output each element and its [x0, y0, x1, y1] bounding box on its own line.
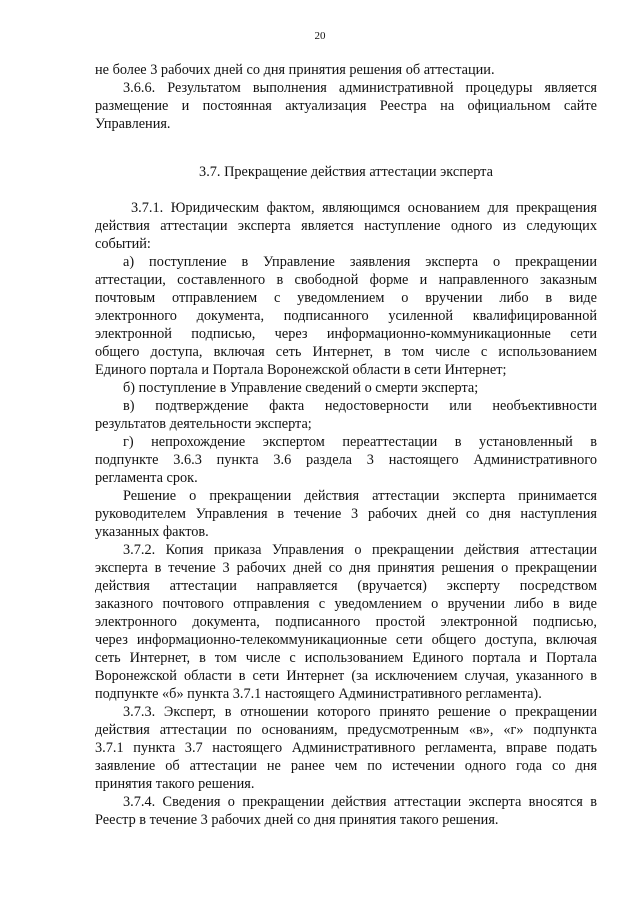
text-line: 3.7.3. Эксперт, в отношении которого принято решение о прекращении: [123, 704, 597, 720]
text-line: 3.6.6. Результатом выполнения административной процедуры является: [123, 80, 597, 96]
text-line: результатов деятельности эксперта;: [95, 416, 312, 432]
text-line: размещение и постоянная актуализация Реестра на официальном сайте: [95, 98, 597, 114]
text-line: Управления.: [95, 116, 171, 132]
text-line: Воронежской области в сети Интернет (за исключением случая, указанного в: [95, 668, 597, 684]
text-line: подпункте 3.6.3 пункта 3.6 раздела 3 настоящего Административного: [95, 452, 597, 468]
text-line: эксперта в течение 3 рабочих дней со дня принятия решения о прекращении: [95, 560, 597, 576]
text-line: Реестр в течение 3 рабочих дней со дня принятия такого решения.: [95, 812, 499, 828]
text-line: заявление об аттестации не ранее чем по истечении одного года со дня: [95, 758, 597, 774]
text-line: в) подтверждение факта недостоверности или необъективности: [123, 398, 597, 414]
text-line: 3.7.2. Копия приказа Управления о прекращении действия аттестации: [123, 542, 597, 558]
text-line: подпункте «б» пункта 3.7.1 настоящего Административного регламента).: [95, 686, 542, 702]
text-line: действия аттестации направляется (вручается) эксперту посредством: [95, 578, 597, 594]
text-line: заказного почтового отправления с уведомлением о вручении либо в виде: [95, 596, 597, 612]
page-number: 20: [314, 30, 326, 42]
text-line: не более 3 рабочих дней со дня принятия решения об аттестации.: [95, 62, 495, 78]
text-line: руководителем Управления в течение 3 рабочих дней со дня наступления: [95, 506, 597, 522]
text-line: действия аттестации по основаниям, предусмотренным «в», «г» подпункта: [95, 722, 597, 738]
text-line: а) поступление в Управление заявления эксперта о прекращении: [123, 254, 597, 270]
text-line: Единого портала и Портала Воронежской области в сети Интернет;: [95, 362, 507, 378]
text-line: почтовым отправлением с уведомлением о вручении либо в виде: [95, 290, 597, 306]
section-heading: 3.7. Прекращение действия аттестации эксперта: [199, 164, 493, 180]
text-line: 3.7.4. Сведения о прекращении действия аттестации эксперта вносятся в: [123, 794, 597, 810]
text-line: электронного документа, подписанного простой электронной подписью,: [95, 614, 597, 630]
text-line: событий:: [95, 236, 151, 252]
text-line: аттестации, составленного в свободной форме и направленного заказным: [95, 272, 597, 288]
text-line: б) поступление в Управление сведений о смерти эксперта;: [123, 380, 479, 396]
text-line: г) непрохождение экспертом переаттестации в установленный в: [123, 434, 597, 450]
text-line: электронного документа, подписанного усиленной квалифицированной: [95, 308, 597, 324]
text-line: Решение о прекращении действия аттестации эксперта принимается: [123, 488, 597, 504]
text-line: указанных фактов.: [95, 524, 209, 540]
text-line: через информационно-телекоммуникационные сети общего доступа, включая: [95, 632, 597, 648]
text-line: действия аттестации эксперта является наступление одного из следующих: [95, 218, 597, 234]
text-line: регламента срок.: [95, 470, 198, 486]
text-line: 3.7.1. Юридическим фактом, являющимся основанием для прекращения: [131, 200, 597, 216]
text-line: принятия такого решения.: [95, 776, 255, 792]
text-line: электронной подписью, через информационно-коммуникационные сети: [95, 326, 597, 342]
text-line: сеть Интернет, в том числе с использованием Единого портала и Портала: [95, 650, 597, 666]
text-line: 3.7.1 пункта 3.7 настоящего Административного регламента, вправе подать: [95, 740, 597, 756]
text-line: общего доступа, включая сеть Интернет, в том числе с использованием: [95, 344, 597, 360]
